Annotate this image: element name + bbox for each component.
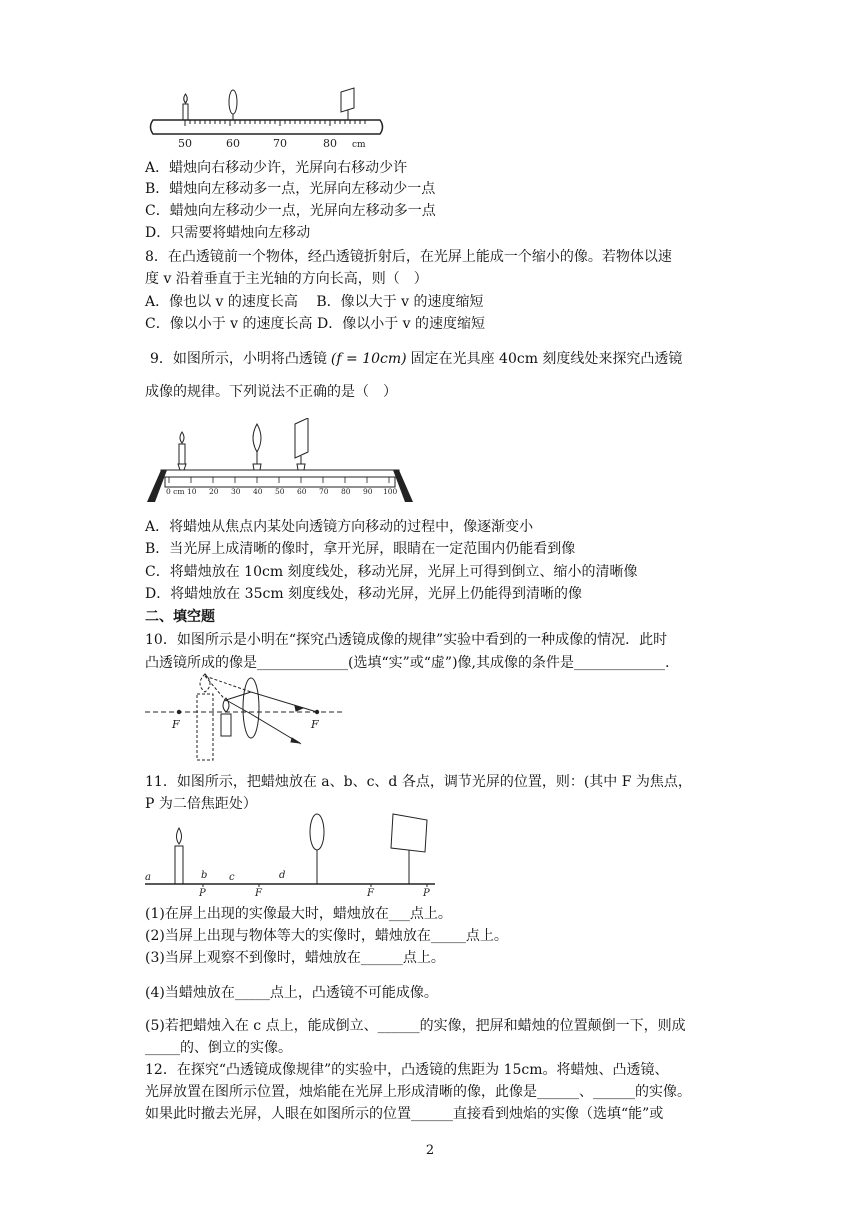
candle xyxy=(183,94,188,120)
q12-line3: 如果此时撤去光屏，人眼在如图所示的位置______直接看到烛焰的实像（选填“能”或 xyxy=(145,1106,664,1122)
focus-label-left: F xyxy=(172,718,180,731)
ruler-label: 50 xyxy=(275,487,285,496)
q10-stem-line2: 凸透镜所成的像是_____________(选填“实”或“虚”)像,其成像的条件是_____________. xyxy=(145,655,670,671)
light-screen xyxy=(391,814,427,884)
ruler-label: 20 xyxy=(209,487,219,496)
point-label-a: a xyxy=(145,872,151,883)
point-label-p-right: P xyxy=(423,888,430,898)
section-title: 二、填空题 xyxy=(145,609,215,625)
q11-sub-5-line2: _____的、倒立的实像。 xyxy=(145,1040,292,1056)
q12-line2: 光屏放置在图所示位置，烛焰能在光屏上形成清晰的像，此像是______、______的实像。 xyxy=(145,1084,691,1100)
candle xyxy=(175,828,183,884)
virtual-candle-image xyxy=(197,674,213,760)
focus-label-right: F xyxy=(311,718,319,731)
ruler-label: 100 xyxy=(383,487,398,496)
q11-sub-3: (3)当屏上观察不到像时，蜡烛放在______点上。 xyxy=(145,950,445,966)
q11-sub-5-line1: (5)若把蜡烛入在 c 点上，能成倒立、______的实像，把屏和蜡烛的位置颠倒一下，则成 xyxy=(145,1018,686,1034)
q7-option-d: D．只需要将蜡烛向左移动 xyxy=(145,225,311,241)
page-number: 2 xyxy=(425,1143,435,1158)
ruler-label: 0 cm xyxy=(166,487,185,496)
q11-sub-2: (2)当屏上出现与物体等大的实像时，蜡烛放在_____点上。 xyxy=(145,928,508,944)
light-screen xyxy=(341,88,354,120)
q12-line1: 12．在探究“凸透镜成像规律”的实验中，凸透镜的焦距为 15cm。将蜡烛、凸透镜、 xyxy=(145,1062,669,1078)
q9-option-c: C．将蜡烛放在 10cm 刻度线处，移动光屏，光屏上可得到倒立、缩小的清晰像 xyxy=(145,564,638,580)
point-label-c: c xyxy=(229,872,235,883)
q8-stem-line2: 度 v 沿着垂直于主光轴的方向长高，则（ ） xyxy=(145,271,428,287)
q9-option-d: D．将蜡烛放在 35cm 刻度线处，移动光屏，光屏上仍能得到清晰的像 xyxy=(145,586,583,602)
convex-lens xyxy=(229,90,237,114)
convex-lens xyxy=(253,424,261,470)
ruler-label: 70 xyxy=(273,137,287,150)
ruler-label: 80 xyxy=(323,137,337,150)
q9-formula: (f = 10cm) xyxy=(330,351,407,367)
q8-stem-line1: 8．在凸透镜前一个物体，经凸透镜折射后，在光屏上能成一个缩小的像。若物体以速 xyxy=(145,249,672,265)
q9-stem-part1: 9．如图所示，小明将凸透镜 xyxy=(150,351,327,367)
figure-q9-optical-bench xyxy=(145,418,415,504)
q9-stem-part2: 固定在光具座 40cm 刻度线处来探究凸透镜 xyxy=(410,351,683,367)
point-label-f-right: F xyxy=(367,888,374,898)
ruler-label: 90 xyxy=(363,487,373,496)
convex-lens xyxy=(243,678,259,738)
q9-option-b: B．当光屏上成清晰的像时，拿开光屏，眼睛在一定范围内仍能看到像 xyxy=(145,541,576,557)
ruler-unit: cm xyxy=(352,140,366,150)
candle xyxy=(221,698,231,736)
ruler-label: 30 xyxy=(231,487,241,496)
q7-option-b: B．蜡烛向左移动多一点，光屏向左移动少一点 xyxy=(145,181,436,197)
ruler-label: 60 xyxy=(297,487,307,496)
q10-stem-line1: 10．如图所示是小明在“探究凸透镜成像的规律”实验中看到的一种成像的情况．此时 xyxy=(145,632,668,648)
q8-options-row2: C．像以小于 v 的速度长高 D．像以小于 v 的速度缩短 xyxy=(145,316,486,332)
q8-options-row1: A．像也以 v 的速度长高 B．像以大于 v 的速度缩短 xyxy=(145,294,484,310)
q11-sub-1: (1)在屏上出现的实像最大时，蜡烛放在___点上。 xyxy=(145,906,452,922)
point-label-d: d xyxy=(279,870,286,881)
q11-sub-4: (4)当蜡烛放在_____点上，凸透镜不可能成像。 xyxy=(145,985,438,1001)
ruler-label: 40 xyxy=(253,487,263,496)
ruler-label: 70 xyxy=(319,487,329,496)
ruler-label: 60 xyxy=(226,137,240,150)
ruler-label: 80 xyxy=(341,487,351,496)
candle xyxy=(178,432,186,470)
figure-q7-optical-bench xyxy=(145,86,385,152)
q9-stem-line1 xyxy=(150,349,682,369)
point-label-f-left: F xyxy=(255,888,262,898)
figure-q10-virtual-image xyxy=(145,672,350,762)
q11-stem-line2: P 为二倍焦距处） xyxy=(145,796,257,812)
convex-lens xyxy=(310,814,324,884)
figure-q11-candle-positions xyxy=(145,812,440,898)
q9-option-a: A．将蜡烛从焦点内某处向透镜方向移动的过程中，像逐渐变小 xyxy=(145,519,534,535)
q11-stem-line1: 11．如图所示，把蜡烛放在 a、b、c、d 各点，调节光屏的位置，则：(其中 F 为焦点， xyxy=(145,774,692,790)
q7-option-c: C．蜡烛向左移动少一点，光屏向左移动多一点 xyxy=(145,203,436,219)
q7-option-a: A．蜡烛向右移动少许，光屏向右移动少许 xyxy=(145,160,408,176)
point-label-b: b xyxy=(201,870,208,881)
q9-stem-line2: 成像的规律。下列说法不正确的是（ ） xyxy=(145,384,397,400)
ruler-label: 50 xyxy=(178,137,192,150)
light-screen xyxy=(295,418,308,470)
ruler-label: 10 xyxy=(187,487,197,496)
point-label-p-left: P xyxy=(199,888,206,898)
